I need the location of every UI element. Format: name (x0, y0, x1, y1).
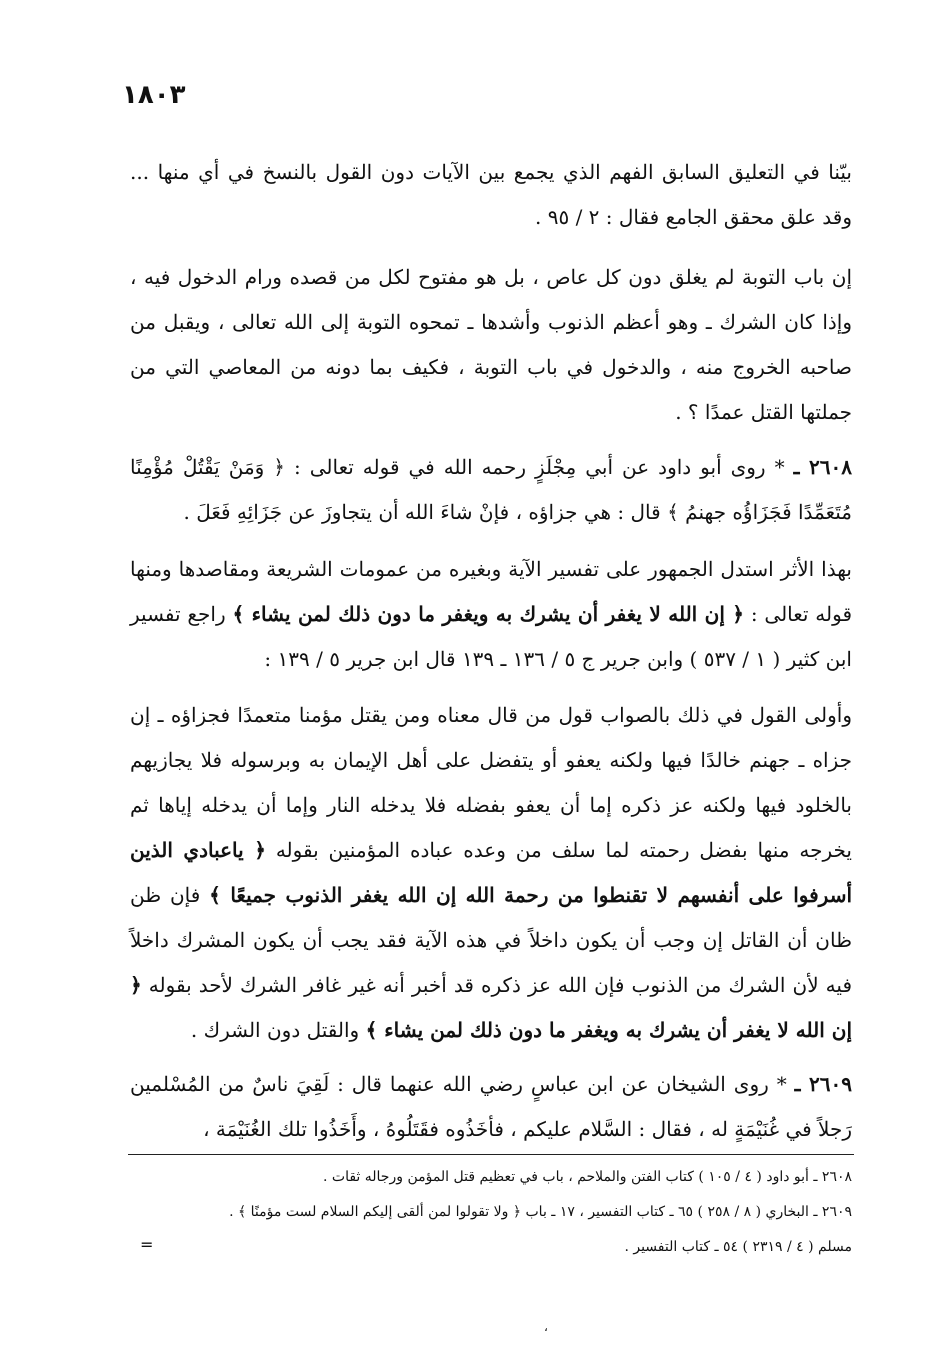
quote-text: والقتل دون الشرك . (190, 1018, 360, 1042)
page-number: ١٨٠٣ (122, 80, 186, 110)
hadith-number: ٢٦٠٨ ـ (793, 455, 852, 479)
hadith-number: ٢٦٠٩ ـ (794, 1072, 853, 1096)
footnote: ٢٦٠٨ ـ أبو داود ( ٤ / ١٠٥ ) كتاب الفتن والملاحم ، باب في تعظيم قتل المؤمن ورجاله ثقات . (323, 1169, 852, 1185)
page-bottom-mark: ، (544, 1320, 548, 1334)
quote-text: وأولى القول في ذلك بالصواب قول من قال معناه ومن يقتل مؤمنا متعمدًا فجزاؤه ـ إن جزاه ـ جهنم خالدًا فيها ولكنه يعفو أو يتفضل على أهل الإيمان به وبرسوله فلا يجازيهم بالخلود فيها ولكنه عز ذكره إما أن يعفو بفضله فلا يدخله النار وإما أن يدخله إياها ثم يخرجه منها بفضل رحمته لما سلف من وعده عباده المؤمنين بقوله (130, 703, 852, 862)
footnotes (140, 1160, 852, 1265)
paragraph-commentary-2: إن باب التوبة لم يغلق دون كل عاص ، بل هو مفتوح لكل من قصده ورام الدخول فيه ، وإذا كان الشرك ـ وهو أعظم الذنوب وأشدها ـ تمحوه التوبة إلى الله تعالى ، ويقبل من صاحبه الخروج منه ، والدخول في باب التوبة ، فكيف بما دونه من المعاصي التي من جملتها القتل عمدًا ؟ . (130, 265, 852, 424)
commentary-text: بهذا الأثر استدل الجمهور على تفسير الآية وبغيره من عمومات الشريعة ومقاصدها ومنها قوله تعالى : (130, 557, 853, 626)
quran-verse: ﴿ ياعبادي الذين أسرفوا على أنفسهم لا تقنطوا من رحمة الله إن الله يغفر الذنوب جميعًا ﴾ (130, 838, 853, 907)
hadith-2609 (130, 1062, 852, 1152)
footnote: ٢٦٠٩ ـ البخاري ( ٨ / ٢٥٨ ) ٦٥ ـ كتاب التفسير ، ١٧ ـ باب ﴿ ولا تقولوا لمن ألقى إليكم السلام لست مؤمنًا ﴾ . (229, 1204, 852, 1220)
paragraph-ibn-jarir-quote (130, 693, 852, 1053)
continuation-mark: = (140, 1235, 154, 1254)
hadith-2608 (130, 445, 852, 535)
quran-verse: ﴿ إن الله لا يغفر أن يشرك به ويغفر ما دون ذلك لمن يشاء ﴾ (130, 973, 852, 1042)
hadith-text: * روى أبو داود عن أبي مِجْلَزٍ رحمه الله في قوله تعالى : ﴿ وَمَنْ يَقْتُلْ مُؤْمِنًا مُتَعَمِّدًا فَجَزَاؤُه جهنمُ ﴾ قال : هي جزاؤه ، فإنْ شاءَ الله أن يتجاوزَ عن جَزَائِهِ فَعَلَ . (130, 455, 852, 524)
footnote-separator (128, 1154, 854, 1155)
paragraph-commentary-3 (130, 547, 852, 682)
footnote: مسلم ( ٤ / ٢٣١٩ ) ٥٤ ـ كتاب التفسير . (624, 1239, 852, 1255)
hadith-text: * روى الشيخان عن ابن عباسٍ رضي الله عنهما قال : لَقِيَ ناسٌ من المُسْلمين رَجلاً في غُنَيْمَةٍ له ، فقال : السَّلام عليكم ، فأخَذُوه فقَتَلُوهُ ، وأَخَذُوا تلك الغُنَيْمَة ، (130, 1072, 852, 1141)
commentary-text: راجع تفسير ابن كثير ( ١ / ٥٣٧ ) وابن جرير ج ٥ / ١٣٦ ـ ١٣٩ قال ابن جرير ٥ / ١٣٩ : (130, 602, 852, 671)
quote-text: فإن ظن ظان أن القاتل إن وجب أن يكون داخلاً في هذه الآية فقد يجب أن يكون المشرك داخلاً فيه لأن الشرك من الذنوب فإن الله عز ذكره قد أخبر أنه غير غافر الشرك لأحد بقوله (130, 883, 853, 997)
quran-verse: ﴿ إن الله لا يغفر أن يشرك به ويغفر ما دون ذلك لمن يشاء ﴾ (232, 602, 745, 626)
paragraph-commentary-1: بيّنا في التعليق السابق الفهم الذي يجمع بين الآيات دون القول بالنسخ في أي منها ... وقد علق محقق الجامع فقال : ٢ / ٩٥ . (130, 160, 852, 229)
